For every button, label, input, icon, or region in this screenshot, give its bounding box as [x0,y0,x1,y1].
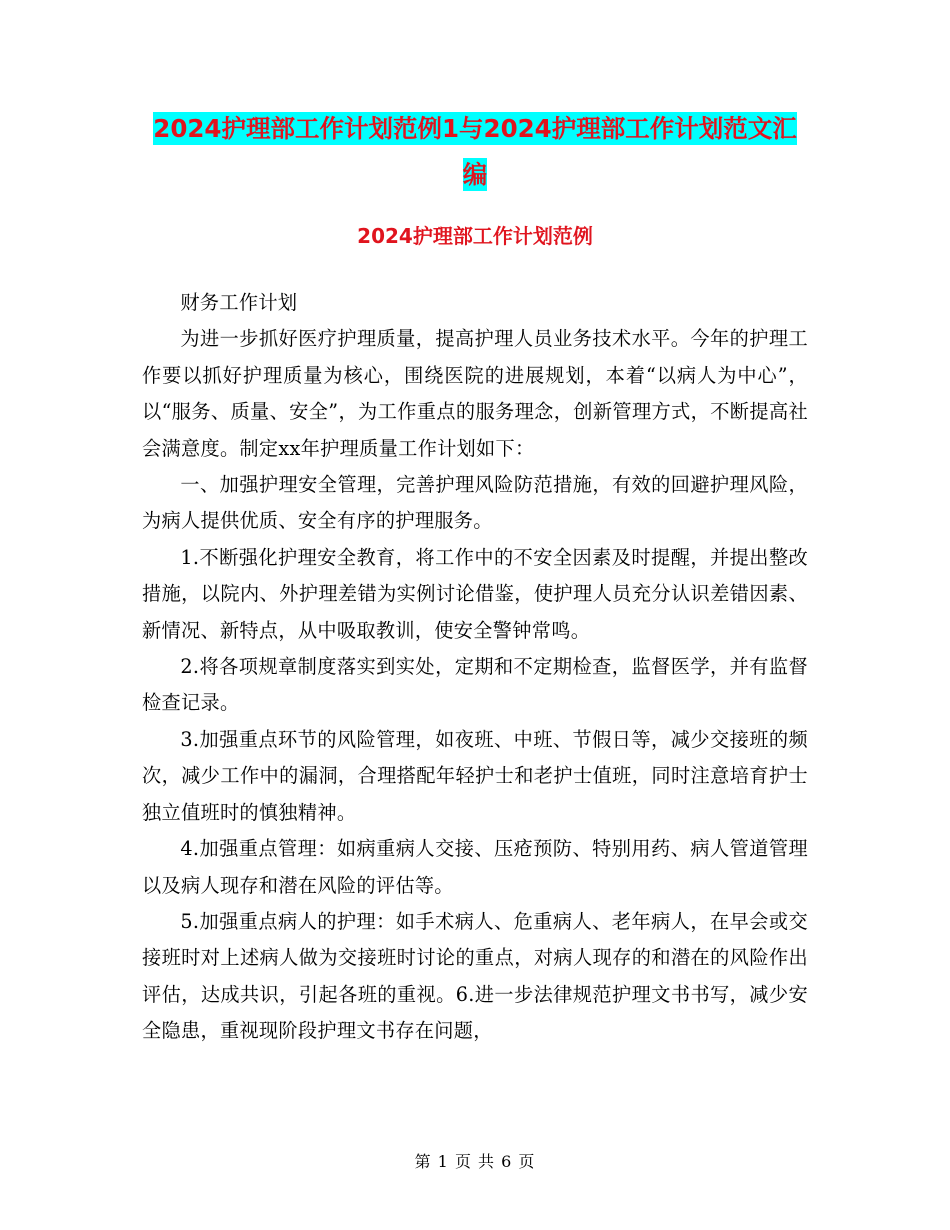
section-title: 2024护理部工作计划范例 [357,224,593,248]
document-body [142,285,808,1050]
document-title [142,106,808,198]
document-title-text: 2024护理部工作计划范例1与2024护理部工作计划范文汇编 [153,114,797,189]
paragraph-item-5: 5.加强重点病人的护理：如手术病人、危重病人、老年病人，在早会或交接班时对上述病人做为交接班时讨论的重点，对病人现存的和潜在的风险作出评估，达成共识，引起各班的重视。6.进一步法律规范护理文书书写，减少安全隐患，重视现阶段护理文书存在问题， [142,909,808,1043]
page-footer: 第 1 页 共 6 页 [414,1152,536,1171]
paragraph-item-3: 3.加强重点环节的风险管理，如夜班、中班、节假日等，减少交接班的频次，减少工作中的漏洞，合理搭配年轻护士和老护士值班，同时注意培育护士独立值班时的慎独精神。 [142,727,808,824]
paragraph-item-2: 2.将各项规章制度落实到实处，定期和不定期检查，监督医学，并有监督检查记录。 [142,655,808,715]
paragraph-intro: 为进一步抓好医疗护理质量，提高护理人员业务技术水平。今年的护理工作要以抓好护理质量为核心，围绕医院的进展规划，本着“以病人为中心”，以“服务、质量、安全”，为工作重点的服务理念，创新管理方式，不断提高社会满意度。制定xx年护理质量工作计划如下： [142,327,808,460]
paragraph-item-1: 1.不断强化护理安全教育，将工作中的不安全因素及时提醒，并提出整改措施，以院内、外护理差错为实例讨论借鉴，使护理人员充分认识差错因素、新情况、新特点，从中吸取教训，使安全警钟常鸣。 [142,545,808,642]
paragraph-item-4: 4.加强重点管理：如病重病人交接、压疮预防、特别用药、病人管道管理以及病人现存和潜在风险的评估等。 [142,837,808,897]
paragraph-heading: 财务工作计划 [180,291,298,314]
paragraph-section-one: 一、加强护理安全管理，完善护理风险防范措施，有效的回避护理风险，为病人提供优质、安全有序的护理服务。 [142,473,808,533]
